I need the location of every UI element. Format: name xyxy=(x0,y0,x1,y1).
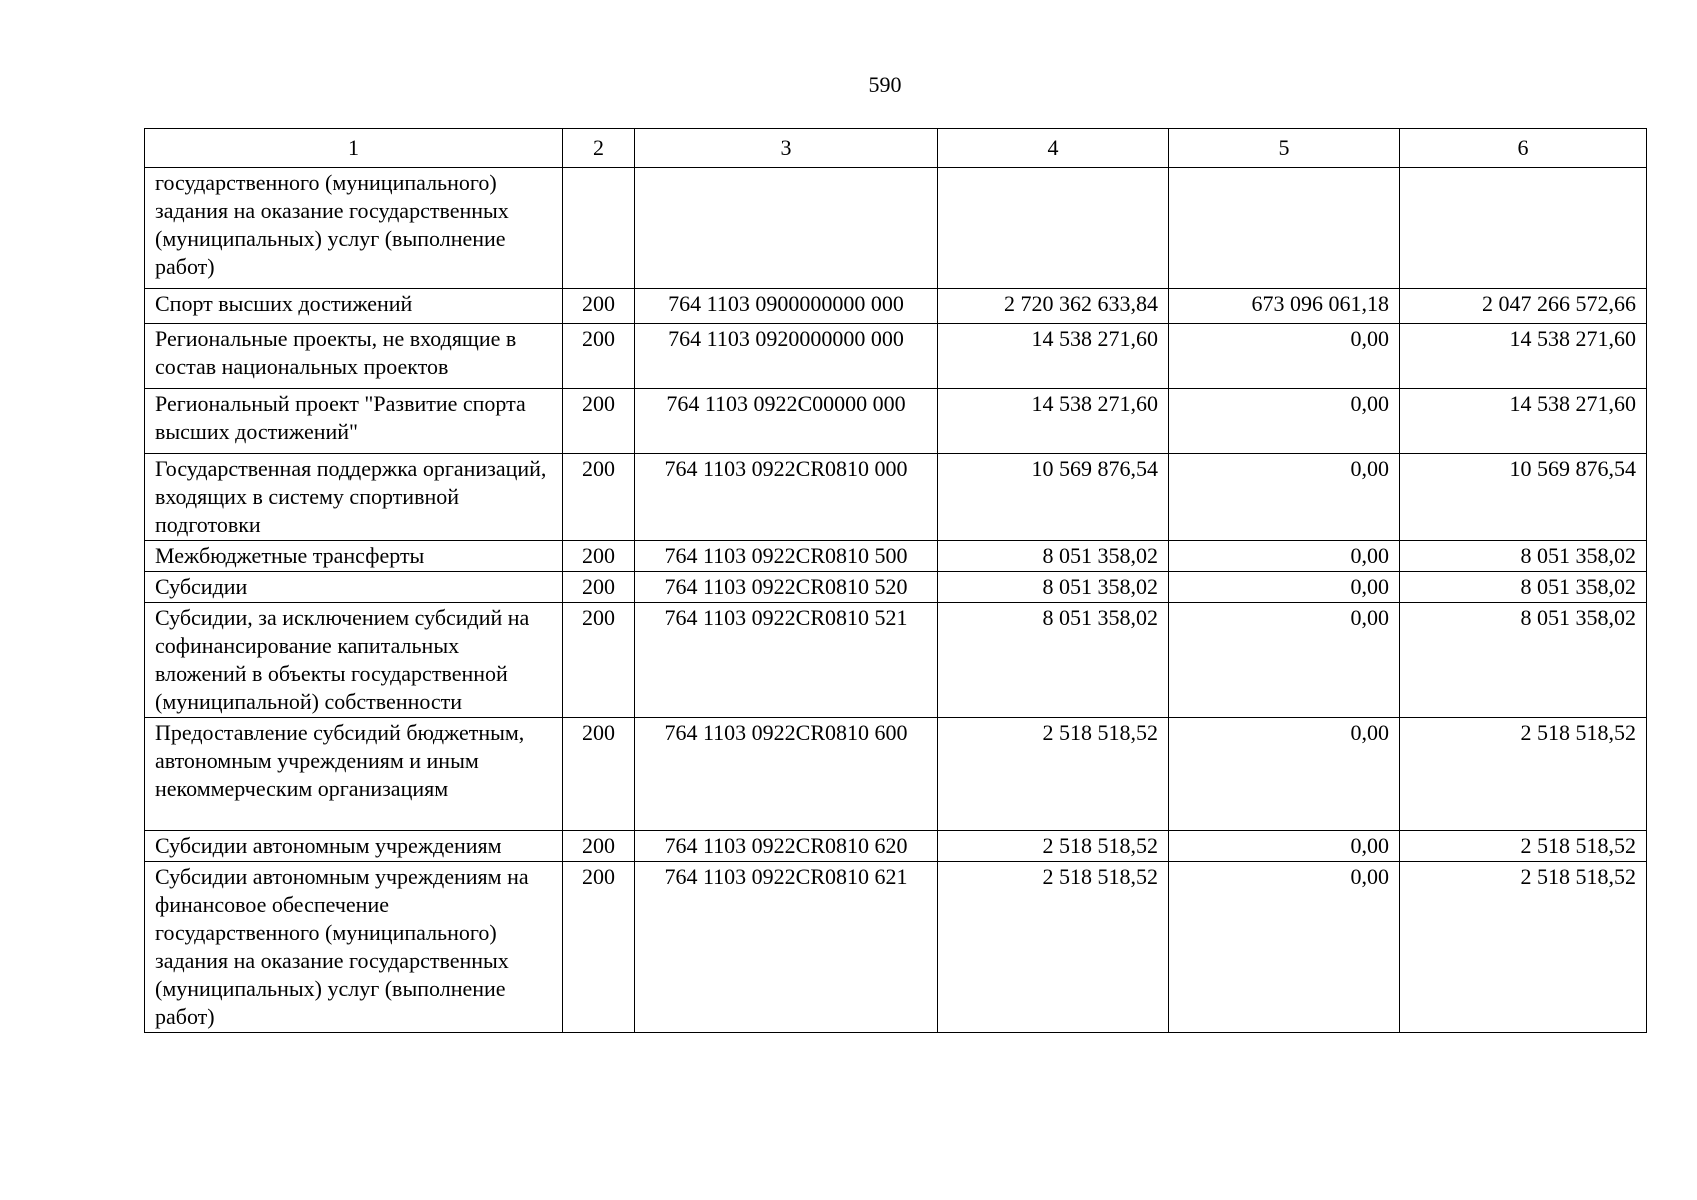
row-admin-cell: 200 xyxy=(563,389,635,454)
row-col6-cell: 8 051 358,02 xyxy=(1400,541,1647,572)
row-admin-cell: 200 xyxy=(563,324,635,389)
row-admin-cell: 200 xyxy=(563,454,635,541)
table-row xyxy=(145,289,1647,324)
column-header-4: 4 xyxy=(938,129,1169,168)
row-admin-cell xyxy=(563,168,635,289)
row-col4-cell: 2 518 518,52 xyxy=(938,718,1169,831)
table-row xyxy=(145,541,1647,572)
column-header-6: 6 xyxy=(1400,129,1647,168)
row-col4-cell: 14 538 271,60 xyxy=(938,324,1169,389)
row-code-cell xyxy=(635,168,938,289)
row-name-cell: Региональные проекты, не входящие в состав национальных проектов xyxy=(145,324,563,389)
row-name-cell: Региональный проект "Развитие спорта высших достижений" xyxy=(145,389,563,454)
row-col4-cell: 2 518 518,52 xyxy=(938,831,1169,862)
row-name-cell: Спорт высших достижений xyxy=(145,289,563,324)
row-col5-cell: 0,00 xyxy=(1169,454,1400,541)
table-row xyxy=(145,718,1647,831)
row-col6-cell: 14 538 271,60 xyxy=(1400,389,1647,454)
row-name-cell: Субсидии автономным учреждениям на финансовое обеспечение государственного (муниципального) задания на оказание государственных (муниципальных) услуг (выполнение работ) xyxy=(145,862,563,1033)
row-col6-cell xyxy=(1400,168,1647,289)
row-name-cell: Предоставление субсидий бюджетным, автономным учреждениям и иным некоммерческим организациям xyxy=(145,718,563,831)
row-col4-cell: 14 538 271,60 xyxy=(938,389,1169,454)
row-code-cell: 764 1103 0920000000 000 xyxy=(635,324,938,389)
row-code-cell: 764 1103 0900000000 000 xyxy=(635,289,938,324)
row-name-cell: Субсидии xyxy=(145,572,563,603)
row-col4-cell: 2 720 362 633,84 xyxy=(938,289,1169,324)
row-col4-cell: 8 051 358,02 xyxy=(938,541,1169,572)
row-col6-cell: 2 518 518,52 xyxy=(1400,718,1647,831)
row-name-cell: государственного (муниципального) задания на оказание государственных (муниципальных) услуг (выполнение работ) xyxy=(145,168,563,289)
row-col4-cell xyxy=(938,168,1169,289)
row-col6-cell: 8 051 358,02 xyxy=(1400,603,1647,718)
column-number-header-row xyxy=(145,129,1647,168)
row-col4-cell: 10 569 876,54 xyxy=(938,454,1169,541)
table-row xyxy=(145,831,1647,862)
row-code-cell: 764 1103 0922CR0810 621 xyxy=(635,862,938,1033)
row-col4-cell: 2 518 518,52 xyxy=(938,862,1169,1033)
row-name-cell: Субсидии автономным учреждениям xyxy=(145,831,563,862)
row-col5-cell: 0,00 xyxy=(1169,603,1400,718)
row-admin-cell: 200 xyxy=(563,718,635,831)
row-col6-cell: 10 569 876,54 xyxy=(1400,454,1647,541)
row-col5-cell: 0,00 xyxy=(1169,541,1400,572)
row-name-cell: Межбюджетные трансферты xyxy=(145,541,563,572)
row-col5-cell: 0,00 xyxy=(1169,862,1400,1033)
table-row xyxy=(145,572,1647,603)
row-col6-cell: 8 051 358,02 xyxy=(1400,572,1647,603)
row-admin-cell: 200 xyxy=(563,541,635,572)
row-col5-cell: 0,00 xyxy=(1169,831,1400,862)
column-header-5: 5 xyxy=(1169,129,1400,168)
row-name-cell: Государственная поддержка организаций, входящих в систему спортивной подготовки xyxy=(145,454,563,541)
row-col5-cell xyxy=(1169,168,1400,289)
column-header-2: 2 xyxy=(563,129,635,168)
row-col6-cell: 2 047 266 572,66 xyxy=(1400,289,1647,324)
table-row xyxy=(145,389,1647,454)
table-row xyxy=(145,454,1647,541)
row-col4-cell: 8 051 358,02 xyxy=(938,603,1169,718)
column-header-1: 1 xyxy=(145,129,563,168)
budget-table xyxy=(144,128,1647,1033)
column-header-3: 3 xyxy=(635,129,938,168)
row-code-cell: 764 1103 0922CR0810 620 xyxy=(635,831,938,862)
row-code-cell: 764 1103 0922CR0810 600 xyxy=(635,718,938,831)
row-col6-cell: 2 518 518,52 xyxy=(1400,862,1647,1033)
row-admin-cell: 200 xyxy=(563,289,635,324)
row-code-cell: 764 1103 0922CR0810 520 xyxy=(635,572,938,603)
row-col5-cell: 0,00 xyxy=(1169,324,1400,389)
row-admin-cell: 200 xyxy=(563,831,635,862)
row-admin-cell: 200 xyxy=(563,862,635,1033)
row-col4-cell: 8 051 358,02 xyxy=(938,572,1169,603)
row-code-cell: 764 1103 0922CR0810 500 xyxy=(635,541,938,572)
row-col5-cell: 673 096 061,18 xyxy=(1169,289,1400,324)
row-col5-cell: 0,00 xyxy=(1169,389,1400,454)
row-code-cell: 764 1103 0922CR0810 000 xyxy=(635,454,938,541)
table-row xyxy=(145,862,1647,1033)
page-number: 590 xyxy=(868,72,902,97)
row-col5-cell: 0,00 xyxy=(1169,718,1400,831)
row-admin-cell: 200 xyxy=(563,603,635,718)
table-row xyxy=(145,168,1647,289)
table-row xyxy=(145,324,1647,389)
row-col5-cell: 0,00 xyxy=(1169,572,1400,603)
row-col6-cell: 2 518 518,52 xyxy=(1400,831,1647,862)
row-col6-cell: 14 538 271,60 xyxy=(1400,324,1647,389)
row-code-cell: 764 1103 0922CR0810 521 xyxy=(635,603,938,718)
row-name-cell: Субсидии, за исключением субсидий на софинансирование капитальных вложений в объекты государственной (муниципальной) собственности xyxy=(145,603,563,718)
row-admin-cell: 200 xyxy=(563,572,635,603)
table-row xyxy=(145,603,1647,718)
row-code-cell: 764 1103 0922C00000 000 xyxy=(635,389,938,454)
